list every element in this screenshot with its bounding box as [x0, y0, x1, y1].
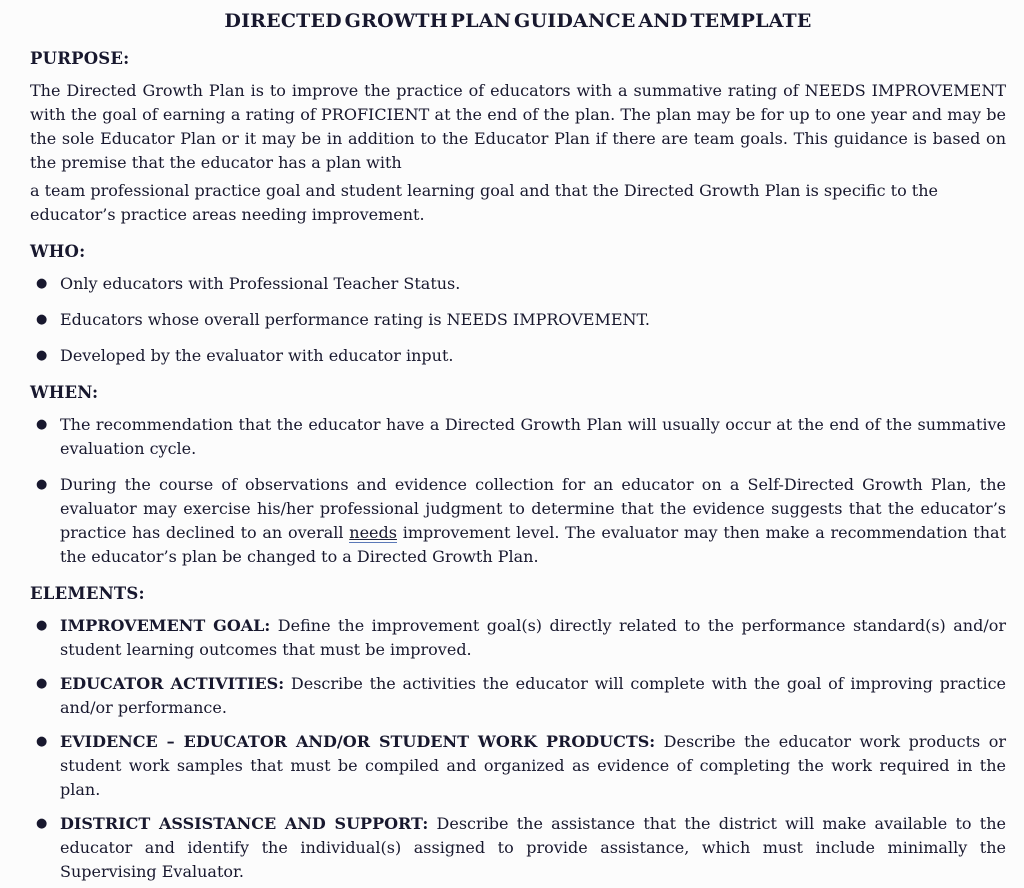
section-who — [30, 240, 1006, 368]
bullet-icon: ● — [36, 348, 48, 363]
bullet-icon: ● — [36, 417, 48, 432]
improvement-goal-label: IMPROVEMENT GOAL: — [60, 616, 271, 635]
who-bullet-3-text: Developed by the evaluator with educator input. — [60, 346, 454, 365]
bullet-icon: ● — [36, 477, 48, 492]
who-bullet-3 — [30, 344, 1006, 368]
elements-bullet-educator-activities — [30, 672, 1006, 720]
elements-bullet-evidence — [30, 730, 1006, 802]
improvement-goal-desc: Define the improvement goal(s) directly related to the performance standard(s) and/or student learning outcomes that must be improved. — [60, 616, 1007, 659]
elements-bullet-4-text — [60, 812, 1006, 884]
bullet-icon: ● — [36, 276, 48, 291]
purpose-heading: PURPOSE: — [30, 49, 130, 68]
when-bullet-2-text — [60, 473, 1006, 569]
bullet-icon: ● — [36, 312, 48, 327]
elements-bullet-improvement-goal — [30, 614, 1006, 662]
who-bullet-1-text: Only educators with Professional Teacher Status. — [60, 274, 461, 293]
educator-activities-desc: Describe the activities the educator will complete with the goal of improving practice and/or performance. — [60, 674, 1006, 717]
bullet-icon: ● — [36, 816, 48, 831]
elements-bullet-2-text — [60, 672, 1006, 720]
page-title: DIRECTED GROWTH PLAN GUIDANCE AND TEMPLATE — [224, 10, 812, 32]
who-heading: WHO: — [30, 242, 86, 261]
elements-bullet-1-text — [60, 614, 1006, 662]
bullet-icon: ● — [36, 734, 48, 749]
elements-bullet-district-assistance — [30, 812, 1006, 884]
purpose-paragraph-1: The Directed Growth Plan is to improve the practice of educators with a summative rating of NEEDS IMPROVEMENT with the goal of earning a rating of PROFICIENT at the end of the plan. The plan may be for up to one year and may be the sole Educator Plan or it may be in addition to the Educator Plan if there are team goals. This guidance is based on the premise that the educator has a plan with — [30, 81, 1006, 172]
when-bullet-2 — [30, 473, 1006, 569]
underlined-word-needs: needs — [349, 523, 397, 542]
who-bullet-1 — [30, 272, 1006, 296]
evidence-desc: Describe the educator work products or student work samples that must be compiled and organized as evidence of completing the work required in the plan. — [60, 732, 1006, 799]
district-assistance-desc: Describe the assistance that the district will make available to the educator and identify the individual(s) assigned to provide assistance, which must include minimally the Supervising Evaluator. — [60, 814, 1006, 881]
elements-bullet-3-text — [60, 730, 1006, 802]
purpose-paragraph-2: a team professional practice goal and student learning goal and that the Directed Growth Plan is specific to the educator’s practice areas needing improvement. — [30, 181, 938, 224]
bullet-icon: ● — [36, 618, 48, 633]
evidence-label: EVIDENCE – EDUCATOR AND/OR STUDENT WORK PRODUCTS: — [60, 732, 656, 751]
when-bullet-1-text: The recommendation that the educator have a Directed Growth Plan will usually occur at the end of the summative evaluation cycle. — [60, 415, 1006, 458]
section-elements — [30, 582, 1006, 884]
when-bullet-2-pre: During the course of observations and evidence collection for an educator on a Self-Directed Growth Plan, the evaluator may exercise his/her professional judgment to determine that the evidence suggests that the educator’s practice has declined to an overall — [60, 475, 1006, 542]
who-bullet-2 — [30, 308, 1006, 332]
elements-heading: ELEMENTS: — [30, 584, 145, 603]
who-bullet-2-text: Educators whose overall performance rating is NEEDS IMPROVEMENT. — [60, 310, 650, 329]
district-assistance-label: DISTRICT ASSISTANCE AND SUPPORT: — [60, 814, 429, 833]
when-heading: WHEN: — [30, 383, 99, 402]
section-when — [30, 381, 1006, 569]
when-bullet-2-post: improvement level. The evaluator may then make a recommendation that the educator’s plan be changed to a Directed Growth Plan. — [60, 523, 1007, 566]
when-bullet-1 — [30, 413, 1006, 461]
section-purpose — [30, 47, 1006, 227]
educator-activities-label: EDUCATOR ACTIVITIES: — [60, 674, 285, 693]
bullet-icon: ● — [36, 676, 48, 691]
